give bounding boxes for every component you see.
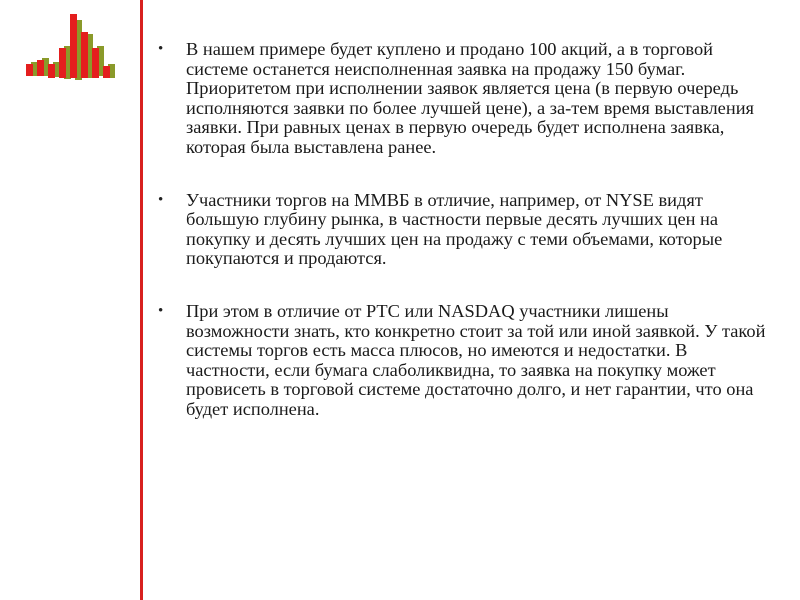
bullet-icon: • xyxy=(158,191,164,208)
bar-chart-logo-graphic xyxy=(22,10,126,88)
bar-chart-logo-icon xyxy=(22,10,126,88)
bullet-item-1 xyxy=(158,40,770,158)
bullet-icon: • xyxy=(158,41,164,57)
bullet-text: При этом в отличие от РТС или NASDAQ участники лишены возможности знать, кто конкретно стоит за той или иной заявкой. У такой системы торгов есть масса плюсов, но имеются и недостатки. В частности, если бумага слаболиквидна, то заявка на покупку может провисеть в торговой системе достаточно долго, и нет гарантии, что она будет исполнена. xyxy=(186,300,766,419)
bullet-item-2 xyxy=(158,191,770,269)
bullet-text: В нашем примере будет куплено и продано 100 акций, а в торговой системе останется неисполненная заявка на продажу 150 бумаг. Приоритетом при исполнении заявок является цена (в первую очередь исполняются заявки по более лучшей цене), а за-тем время выставления заявки. При равных ценах в первую очередь будет исполнена заявка, которая была выставлена ранее. xyxy=(186,39,754,157)
bullet-text: Участники торгов на ММВБ в отличие, например, от NYSE видят большую глубину рынка, в частности первые десять лучших цен на покупку и десять лучших цен на продажу с теми объемами, которые покупаются и продаются. xyxy=(186,189,723,269)
bullet-icon: • xyxy=(158,302,164,319)
vertical-divider xyxy=(140,0,143,600)
bullet-list xyxy=(158,40,770,420)
bullet-item-3 xyxy=(158,302,770,420)
